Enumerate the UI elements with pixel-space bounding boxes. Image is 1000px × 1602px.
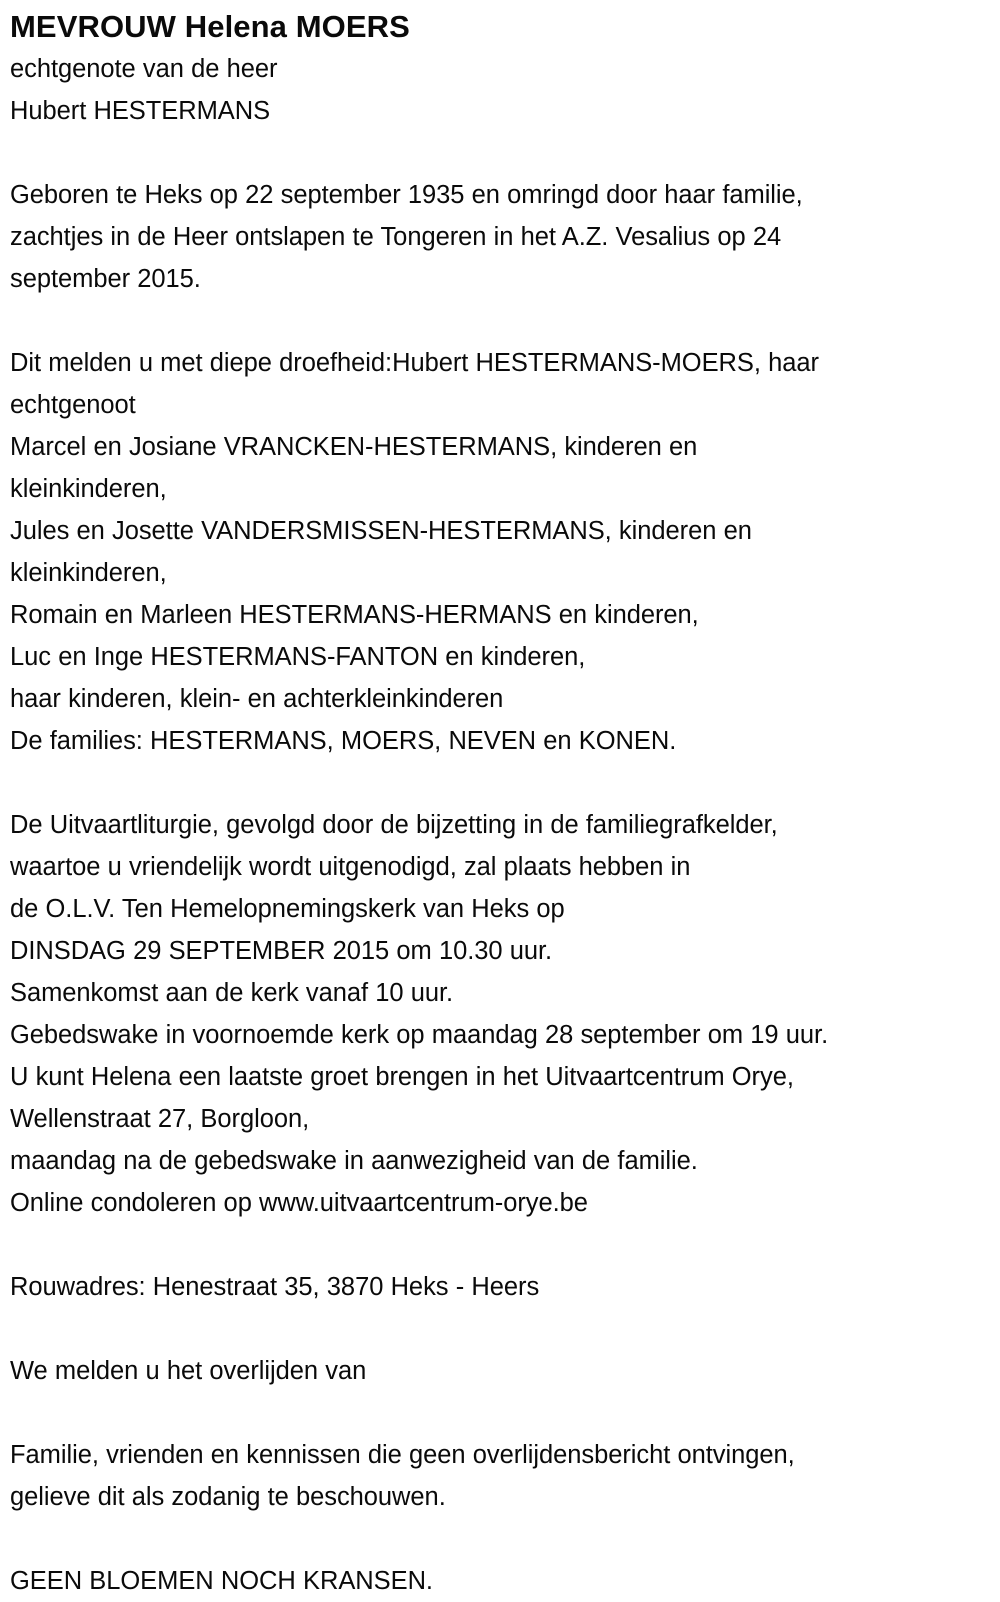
announcement-line-2: echtgenoot — [10, 391, 136, 419]
announcement-line-8: Luc en Inge HESTERMANS-FANTON en kinderen, — [10, 643, 586, 671]
service-line-2: waartoe u vriendelijk wordt uitgenodigd, zal plaats hebben in — [10, 853, 691, 881]
announcement-line-10: De families: HESTERMANS, MOERS, NEVEN en KONEN. — [10, 727, 677, 755]
service-line-9: maandag na de gebedswake in aanwezigheid van de familie. — [10, 1147, 698, 1175]
birth-death-line-1: Geboren te Heks op 22 september 1935 en omringd door haar familie, — [10, 181, 803, 209]
service-line-7: U kunt Helena een laatste groet brengen in het Uitvaartcentrum Orye, — [10, 1063, 794, 1091]
mourning-address-paragraph — [10, 1266, 990, 1308]
spouse-intro-line-1: echtgenote van de heer — [10, 55, 278, 83]
notice-intro-paragraph — [10, 1350, 990, 1392]
service-line-4: DINSDAG 29 SEPTEMBER 2015 om 10.30 uur. — [10, 937, 553, 965]
birth-death-line-3: september 2015. — [10, 265, 201, 293]
service-condolence-url-line: Online condoleren op www.uitvaartcentrum-orye.be — [10, 1189, 588, 1217]
service-line-5: Samenkomst aan de kerk vanaf 10 uur. — [10, 979, 454, 1007]
service-line-8: Wellenstraat 27, Borgloon, — [10, 1105, 310, 1133]
paragraph-spacer — [10, 1308, 990, 1350]
paragraph-spacer — [10, 300, 990, 342]
announcement-line-1: Dit melden u met diepe droefheid:Hubert HESTERMANS-MOERS, haar — [10, 349, 819, 377]
service-paragraph — [10, 804, 990, 1224]
closing-line-1: Familie, vrienden en kennissen die geen overlijdensbericht ontvingen, — [10, 1441, 795, 1469]
announcement-paragraph — [10, 342, 990, 762]
paragraph-spacer — [10, 132, 990, 174]
closing-paragraph — [10, 1434, 990, 1518]
mourning-address-line-1: Rouwadres: Henestraat 35, 3870 Heks - Heers — [10, 1273, 540, 1301]
paragraph-spacer — [10, 762, 990, 804]
announcement-line-4: kleinkinderen, — [10, 475, 167, 503]
announcement-line-3: Marcel en Josiane VRANCKEN-HESTERMANS, kinderen en — [10, 433, 698, 461]
announcement-line-5: Jules en Josette VANDERSMISSEN-HESTERMANS, kinderen en — [10, 517, 752, 545]
service-line-3: de O.L.V. Ten Hemelopnemingskerk van Heks op — [10, 895, 565, 923]
announcement-line-9: haar kinderen, klein- en achterkleinkinderen — [10, 685, 504, 713]
announcement-line-6: kleinkinderen, — [10, 559, 167, 587]
page-title: MEVROUW Helena MOERS — [10, 9, 410, 44]
spouse-intro-line-2: Hubert HESTERMANS — [10, 97, 271, 125]
service-line-6: Gebedswake in voornoemde kerk op maandag 28 september om 19 uur. — [10, 1021, 829, 1049]
flowers-note-paragraph — [10, 1560, 990, 1602]
closing-line-2: gelieve dit als zodanig te beschouwen. — [10, 1483, 446, 1511]
spouse-intro-paragraph — [10, 48, 990, 132]
flowers-note-line-1: GEEN BLOEMEN NOCH KRANSEN. — [10, 1567, 433, 1595]
paragraph-spacer — [10, 1392, 990, 1434]
service-line-1: De Uitvaartliturgie, gevolgd door de bijzetting in de familiegrafkelder, — [10, 811, 778, 839]
paragraph-spacer — [10, 1224, 990, 1266]
paragraph-spacer — [10, 1518, 990, 1560]
announcement-line-7: Romain en Marleen HESTERMANS-HERMANS en kinderen, — [10, 601, 699, 629]
notice-intro-line-1: We melden u het overlijden van — [10, 1357, 367, 1385]
birth-death-paragraph — [10, 174, 990, 300]
birth-death-line-2: zachtjes in de Heer ontslapen te Tongeren in het A.Z. Vesalius op 24 — [10, 223, 782, 251]
